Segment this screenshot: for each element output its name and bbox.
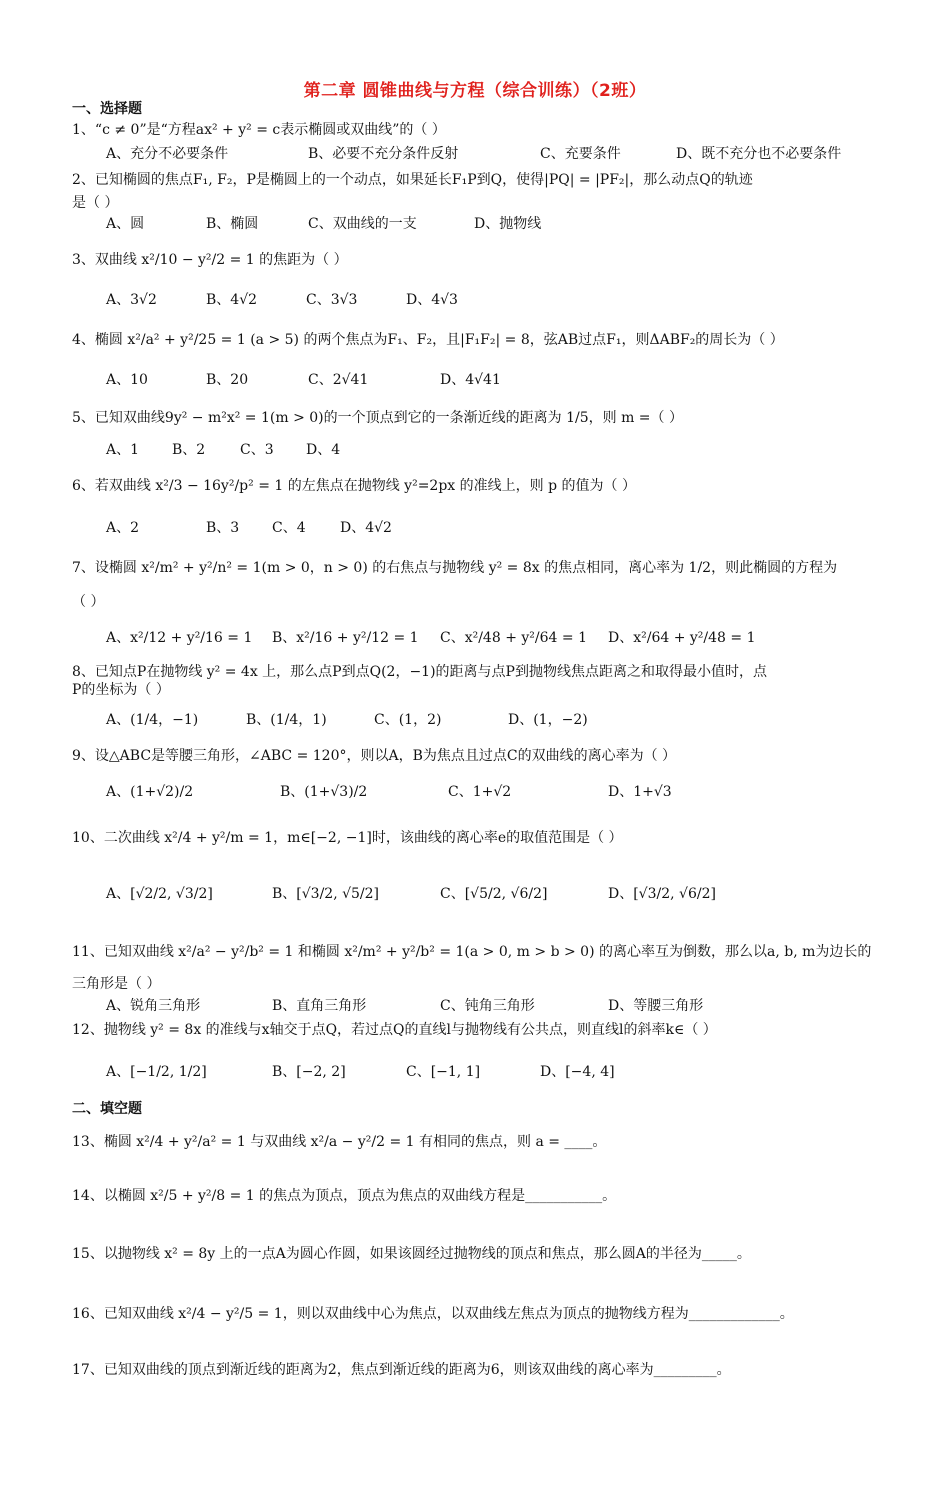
q10-option-a: A、[√2/2, √3/2] <box>106 886 213 902</box>
q6-option-d: D、4√2 <box>340 520 392 536</box>
q11-option-a: A、锐角三角形 <box>106 998 201 1014</box>
question-3: 3、双曲线 x²/10 − y²/2 = 1 的焦距为（ ） <box>72 252 348 268</box>
question-16: 16、已知双曲线 x²/4 − y²/5 = 1，则以双曲线中心为焦点，以双曲线左焦点为顶点的抛物线方程为_____________。 <box>72 1306 794 1322</box>
q12-option-b: B、[−2, 2] <box>272 1064 346 1080</box>
question-11-line-1: 11、已知双曲线 x²/a² − y²/b² = 1 和椭圆 x²/m² + y²/b² = 1(a > 0, m > b > 0) 的离心率互为倒数，那么以a, b, m为边长的 <box>72 944 872 960</box>
q10-option-c: C、[√5/2, √6/2] <box>440 886 548 902</box>
q2-option-d: D、抛物线 <box>474 216 542 232</box>
q1-option-c: C、充要条件 <box>540 146 621 162</box>
q1-option-d: D、既不充分也不必要条件 <box>676 146 842 162</box>
q1-option-a: A、充分不必要条件 <box>106 146 229 162</box>
question-5: 5、已知双曲线9y² − m²x² = 1(m > 0)的一个顶点到它的一条渐近线的距离为 1/5，则 m =（ ） <box>72 410 683 426</box>
question-15: 15、以抛物线 x² = 8y 上的一点A为圆心作圆，如果该圆经过抛物线的顶点和焦点，那么圆A的半径为_____。 <box>72 1246 751 1262</box>
q4-option-b: B、20 <box>206 372 249 388</box>
q7-option-c: C、x²/48 + y²/64 = 1 <box>440 630 587 646</box>
q3-option-b: B、4√2 <box>206 292 258 308</box>
q8-option-b: B、(1/4，1) <box>246 712 327 728</box>
section-heading-fill: 二、填空题 <box>72 1101 142 1117</box>
q3-option-c: C、3√3 <box>306 292 358 308</box>
q7-option-b: B、x²/16 + y²/12 = 1 <box>272 630 419 646</box>
question-13: 13、椭圆 x²/4 + y²/a² = 1 与双曲线 x²/a − y²/2 = 1 有相同的焦点，则 a = ____。 <box>72 1134 607 1150</box>
q5-option-a: A、1 <box>106 442 140 458</box>
q5-option-d: D、4 <box>306 442 341 458</box>
q2-option-a: A、圆 <box>106 216 145 232</box>
q6-option-a: A、2 <box>106 520 140 536</box>
q10-option-b: B、[√3/2, √5/2] <box>272 886 380 902</box>
question-4: 4、椭圆 x²/a² + y²/25 = 1 (a > 5) 的两个焦点为F₁、F₂，且|F₁F₂| = 8，弦AB过点F₁，则ΔABF₂的周长为（ ） <box>72 332 784 348</box>
question-1: 1、“c ≠ 0”是“方程ax² + y² = c表示椭圆或双曲线”的（ ） <box>72 122 446 138</box>
section-heading-choice: 一、选择题 <box>72 101 142 117</box>
q7-option-a: A、x²/12 + y²/16 = 1 <box>106 630 253 646</box>
q8-option-d: D、(1，−2) <box>508 712 588 728</box>
question-10: 10、二次曲线 x²/4 + y²/m = 1，m∈[−2, −1]时，该曲线的离心率e的取值范围是（ ） <box>72 830 623 846</box>
q4-option-a: A、10 <box>106 372 148 388</box>
question-17: 17、已知双曲线的顶点到渐近线的距离为2，焦点到渐近线的距离为6，则该双曲线的离心率为_________。 <box>72 1362 731 1378</box>
question-6: 6、若双曲线 x²/3 − 16y²/p² = 1 的左焦点在抛物线 y²=2px 的准线上，则 p 的值为（ ） <box>72 478 636 494</box>
question-8-line-1: 8、已知点P在抛物线 y² = 4x 上，那么点P到点Q(2，−1)的距离与点P到抛物线焦点距离之和取得最小值时，点 <box>72 664 767 680</box>
q3-option-d: D、4√3 <box>406 292 458 308</box>
q5-option-b: B、2 <box>172 442 206 458</box>
question-9: 9、设△ABC是等腰三角形，∠ABC = 120°，则以A，B为焦点且过点C的双曲线的离心率为（ ） <box>72 748 677 764</box>
q9-option-c: C、1+√2 <box>448 784 512 800</box>
q6-option-c: C、4 <box>272 520 306 536</box>
question-12: 12、抛物线 y² = 8x 的准线与x轴交于点Q，若过点Q的直线l与抛物线有公共点，则直线l的斜率k∈（ ） <box>72 1022 717 1038</box>
question-7-line-1: 7、设椭圆 x²/m² + y²/n² = 1(m > 0，n > 0) 的右焦点与抛物线 y² = 8x 的焦点相同，离心率为 1/2，则此椭圆的方程为 <box>72 560 838 576</box>
question-11-line-2: 三角形是（ ） <box>72 976 161 992</box>
q9-option-a: A、(1+√2)/2 <box>106 784 194 800</box>
question-8-line-2: P的坐标为（ ） <box>72 682 170 698</box>
question-2-line-1: 2、已知椭圆的焦点F₁, F₂，P是椭圆上的一个动点，如果延长F₁P到Q，使得|PQ| = |PF₂|，那么动点Q的轨迹 <box>72 172 753 188</box>
q12-option-a: A、[−1/2, 1/2] <box>106 1064 207 1080</box>
q9-option-b: B、(1+√3)/2 <box>280 784 368 800</box>
q11-option-c: C、钝角三角形 <box>440 998 535 1014</box>
q8-option-a: A、(1/4，−1) <box>106 712 199 728</box>
q9-option-d: D、1+√3 <box>608 784 672 800</box>
question-2-line-2: 是（ ） <box>72 195 119 211</box>
q8-option-c: C、(1，2) <box>374 712 442 728</box>
page-title: 第二章 圆锥曲线与方程（综合训练）（2班） <box>303 81 647 101</box>
q11-option-b: B、直角三角形 <box>272 998 367 1014</box>
q5-option-c: C、3 <box>240 442 274 458</box>
q11-option-d: D、等腰三角形 <box>608 998 704 1014</box>
q12-option-d: D、[−4, 4] <box>540 1064 615 1080</box>
q4-option-c: C、2√41 <box>308 372 369 388</box>
q7-option-d: D、x²/64 + y²/48 = 1 <box>608 630 756 646</box>
q3-option-a: A、3√2 <box>106 292 157 308</box>
q2-option-c: C、双曲线的一支 <box>308 216 417 232</box>
question-14: 14、以椭圆 x²/5 + y²/8 = 1 的焦点为顶点，顶点为焦点的双曲线方程是___________。 <box>72 1188 617 1204</box>
q12-option-c: C、[−1, 1] <box>406 1064 481 1080</box>
q4-option-d: D、4√41 <box>440 372 501 388</box>
question-7-line-2: （ ） <box>72 594 105 610</box>
q1-option-b: B、必要不充分条件反射 <box>308 146 459 162</box>
q10-option-d: D、[√3/2, √6/2] <box>608 886 716 902</box>
q2-option-b: B、椭圆 <box>206 216 259 232</box>
q6-option-b: B、3 <box>206 520 240 536</box>
